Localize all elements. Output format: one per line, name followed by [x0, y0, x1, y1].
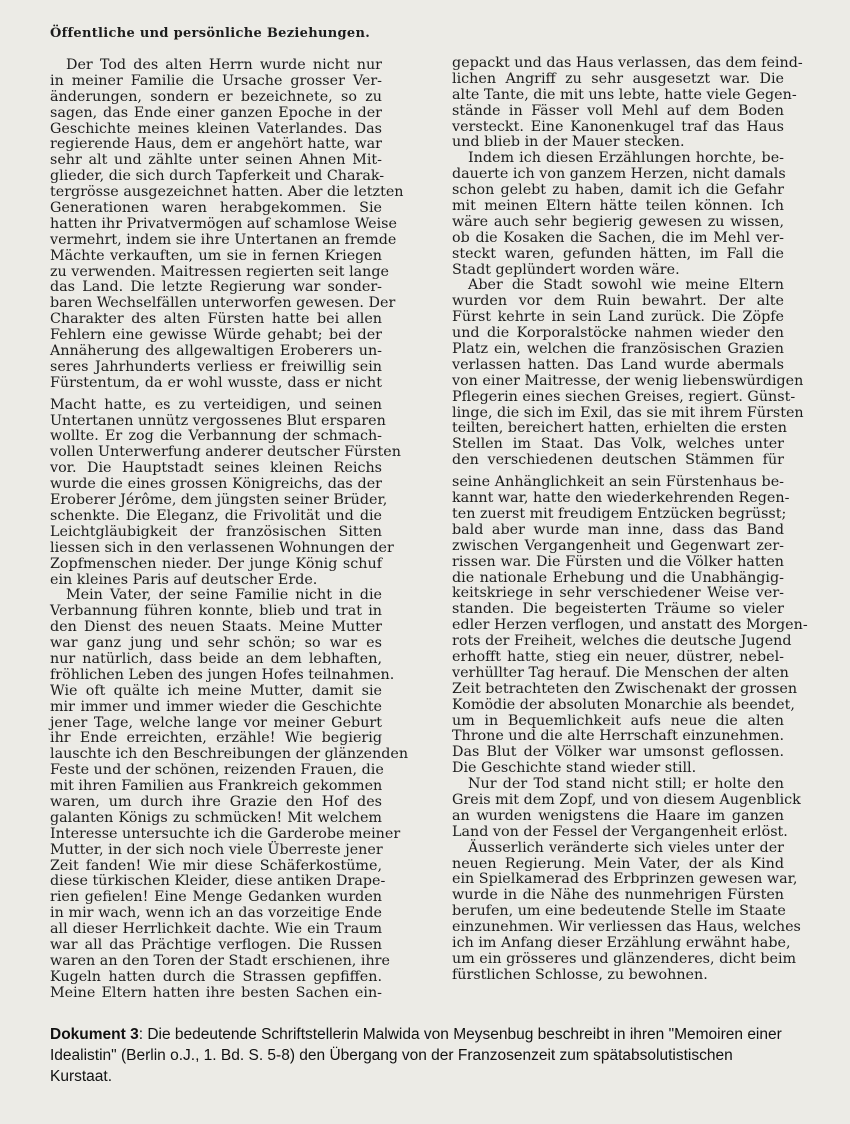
text-line: Fehlern eine gewisse Würde gehabt; bei der [50, 327, 382, 344]
text-line: das Land. Die letzte Regierung war sonder- [50, 279, 382, 296]
text-line: bald aber wurde man inne, dass das Band [452, 521, 784, 538]
text-line: Wie oft quälte ich meine Mutter, damit sie [50, 682, 382, 699]
text-line: baren Wechselfällen unterworfen gewesen. Der [50, 295, 396, 312]
text-line: sagen, das Ende einer ganzen Epoche in der [50, 104, 382, 121]
text-line: den verschiedenen deutschen Stämmen für [452, 452, 784, 469]
text-line: kannt war, hatte den wiederkehrenden Regen- [452, 490, 790, 507]
text-line: lichen Angriff zu sehr ausgesetzt war. Die [452, 70, 784, 87]
text-line: sehr alt und zählte unter seinen Ahnen Mit- [50, 152, 382, 169]
text-line: hatten ihr Privatvermögen auf schamlose Weise [50, 215, 397, 232]
text-line: all dieser Herrlichkeit dachte. Wie ein Traum [50, 921, 382, 938]
text-line: seine Anhänglichkeit an sein Fürstenhaus be- [452, 474, 784, 491]
text-line: Eroberer Jérôme, dem jüngsten seiner Brüder, [50, 492, 388, 509]
text-line: Charakter des alten Fürsten hatte bei allen [50, 311, 382, 328]
text-line: vollen Unterwerfung anderer deutscher Fürsten [50, 444, 401, 461]
text-line: tergrösse ausgezeichnet hatten. Aber die letzten [50, 184, 404, 201]
text-line: zu verwenden. Maitressen regierten seit lange [50, 263, 389, 280]
text-line: in meiner Familie die Ursache grosser Ver- [50, 72, 382, 89]
text-line: wurde die eines grossen Königreichs, das der [50, 476, 382, 493]
text-line: wäre auch sehr begierig gewesen zu wissen, [452, 213, 784, 230]
text-line: einzunehmen. Wir verliessen das Haus, welches [452, 919, 801, 936]
text-line: Stadt geplündert worden wäre. [452, 261, 680, 278]
text-line: Mächte verkauften, um sie in fernen Kriegen [50, 247, 382, 264]
text-line: verlassen hatten. Das Land wurde abermals [452, 356, 784, 373]
text-line: Geschichte meines kleinen Vaterlandes. Das [50, 120, 382, 137]
text-line: mir immer und immer wieder die Geschichte [50, 698, 382, 715]
text-line: Aber die Stadt sowohl wie meine Eltern [468, 277, 784, 294]
text-line: Leichtgläubigkeit der französischen Sitten [50, 523, 382, 540]
text-line: Fürst kehrte in sein Land zurück. Die Zöpfe [452, 309, 784, 326]
text-line: galanten Königs zu schmücken! Mit welchem [50, 809, 382, 826]
text-line: Mutter, in der sich noch viele Überreste jener [50, 841, 383, 858]
text-line: diese türkischen Kleider, diese antiken Drape- [50, 873, 386, 890]
text-line: versteckt. Eine Kanonenkugel traf das Haus [452, 118, 784, 135]
text-line: mit meinen Eltern hätte teilen können. Ich [452, 198, 784, 215]
text-line: schon gelebt zu haben, damit ich die Gefahr [452, 182, 784, 199]
text-line: änderungen, sondern er bezeichnete, so zu [50, 88, 382, 105]
text-line: Der Tod des alten Herrn wurde nicht nur [66, 57, 382, 73]
text-line: rissen war. Die Fürsten und die Völker hatten [452, 553, 784, 570]
text-line: Generationen waren herabgekommen. Sie [50, 200, 382, 217]
caption-text: : Die bedeutende Schriftstellerin Malwida von Meysenbug beschreibt in ihren "Memoiren einer Idealistin" (Berlin o.J., 1. Bd. S. 5-8) den Übergang von der Franzosenzeit zum spätabsolutistischen Kurstaat. [50, 1026, 782, 1085]
text-line: und die Korporalstöcke nahmen wieder den [452, 325, 784, 342]
text-line: verhüllter Tag herauf. Die Menschen der alten [452, 664, 789, 681]
text-line: wurden vor dem Ruin bewahrt. Der alte [452, 293, 784, 310]
text-line: zwischen Vergangenheit und Gegenwart zer- [452, 537, 784, 554]
caption-document-label: Dokument 3 [50, 1026, 139, 1043]
text-line: neuen Regierung. Mein Vater, der als Kind [452, 855, 784, 872]
text-line: erhofft hatte, stieg ein neuer, düstrer, nebel- [452, 648, 784, 665]
text-line: Annäherung des allgewaltigen Eroberers un- [50, 343, 382, 360]
text-line: ein Spielkamerad des Erbprinzen gewesen war, [452, 871, 798, 888]
text-line: Mein Vater, der seine Familie nicht in die [66, 587, 382, 604]
text-line: die nationale Erhebung und die Unabhängig- [452, 569, 784, 586]
text-line: lauschte ich den Beschreibungen der glänzenden [50, 746, 409, 763]
page-heading: Öffentliche und persönliche Beziehungen. [50, 26, 371, 41]
text-line: Macht hatte, es zu verteidigen, und seinen [50, 396, 382, 413]
text-line: und blieb in der Mauer stecken. [452, 134, 685, 151]
text-line: Stellen im Staat. Das Volk, welches unter [452, 436, 784, 453]
text-line: seres Jahrhunderts verliess er freiwillig sein [50, 358, 382, 375]
text-line: nur natürlich, dass beide an dem lebhaften, [50, 650, 382, 667]
text-line: Kugeln hatten durch die Strassen gepfiffen. [50, 968, 382, 985]
text-line: in mir wach, wenn ich an das vorzeitige Ende [50, 905, 382, 922]
text-line: von einer Maitresse, der wenig liebenswürdigen [452, 372, 804, 389]
text-line: ihr Ende erreichten, erzähle! Wie begierig [50, 730, 382, 747]
text-line: Zeit betrachteten den Zwischenakt der grossen [452, 680, 798, 697]
text-line: standen. Die begeisterten Träume so vieler [452, 601, 784, 618]
text-line: waren, um durch ihre Grazie den Hof des [50, 793, 382, 810]
text-line: Nur der Tod stand nicht still; er holte den [468, 776, 784, 793]
text-line: ten zuerst mit freudigem Entzücken begrüsst; [452, 505, 787, 522]
text-line: berufen, um eine bedeutende Stelle im Staate [452, 903, 786, 920]
text-line: jener Tage, welche lange vor meiner Geburt [50, 714, 382, 731]
text-line: keitskriege in sehr verschiedener Weise ver- [452, 585, 784, 602]
text-line: ein kleines Paris auf deutscher Erde. [50, 571, 318, 588]
text-line: Interesse untersuchte ich die Garderobe meiner [50, 825, 401, 842]
text-line: Land von der Fessel der Vergangenheit erlöst. [452, 823, 788, 840]
text-line: edler Herzen verflogen, und anstatt des Morgen- [452, 617, 808, 634]
text-line: rien gefielen! Eine Menge Gedanken wurden [50, 889, 382, 906]
text-line: Verbannung führen konnte, blieb und trat in [50, 603, 382, 620]
text-line: um in Bequemlichkeit aufs neue die alten [452, 712, 784, 729]
text-line: steckt waren, gefunden hätten, im Fall die [452, 245, 784, 262]
text-line: Zeit fanden! Wie mir diese Schäferkostüme, [50, 857, 382, 874]
text-line: Fürstentum, da er wohl wusste, dass er nicht [50, 374, 382, 391]
text-line: ob die Kosaken die Sachen, die im Mehl ver- [452, 229, 784, 246]
text-line: war ganz jung und sehr schön; so war es [50, 635, 382, 652]
text-line: rots der Freiheit, welches die deutsche Jugend [452, 633, 792, 650]
document-caption [50, 1024, 790, 1087]
text-line: Zopfmenschen nieder. Der junge König schuf [50, 555, 382, 572]
text-line: fröhlichen Leben des jungen Hofes teilnahmen. [50, 666, 395, 683]
text-line: fürstlichen Schlosse, zu bewohnen. [452, 966, 708, 983]
text-line: Äusserlich veränderte sich vieles unter der [468, 839, 784, 856]
left-text-column [50, 57, 409, 1002]
text-line: teilten, bereichert hatten, erhielten die ersten [452, 420, 787, 437]
text-line: alte Tante, die mit uns lebte, hatte viele Gegen- [452, 86, 797, 103]
text-line: waren an den Toren der Stadt erschienen, ihre [50, 952, 390, 969]
text-line: schenkte. Die Eleganz, die Frivolität und die [50, 507, 382, 524]
text-line: mit ihren Familien aus Frankreich gekommen [50, 778, 383, 795]
text-line: ich im Anfang dieser Erzählung erwähnt habe, [452, 934, 791, 951]
text-line: an wurden wenigstens die Haare im ganzen [452, 807, 784, 824]
text-line: linge, die sich im Exil, das sie mit ihrem Fürsten [452, 404, 804, 421]
text-line: regierende Haus, dem er angehört hatte, war [50, 136, 382, 153]
text-line: wurde in die Nähe des nunmehrigen Fürsten [452, 887, 784, 904]
text-line: Meine Eltern hatten ihre besten Sachen ein- [50, 984, 382, 1001]
text-line: Komödie der absoluten Monarchie als beendet, [452, 696, 795, 713]
text-line: Indem ich diesen Erzählungen horchte, be- [468, 150, 784, 167]
text-line: dauerte ich von ganzem Herzen, nicht damals [452, 166, 786, 183]
text-line: gepackt und das Haus verlassen, das dem feind- [452, 55, 803, 71]
text-line: Feste und der schönen, reizenden Frauen, die [50, 762, 384, 779]
text-line: den Dienst des neuen Staats. Meine Mutter [50, 619, 382, 636]
text-line: wollte. Er zog die Verbannung der schmach- [50, 428, 382, 445]
text-line: liessen sich in den verlassenen Wohnungen der [50, 539, 394, 556]
right-text-column [452, 55, 808, 984]
text-line: Die Geschichte stand wieder still. [452, 760, 697, 777]
text-line: vermehrt, indem sie ihre Untertanen an fremde [50, 231, 397, 248]
text-line: Untertanen unnütz vergossenes Blut ersparen [50, 412, 386, 429]
text-line: vor. Die Hauptstadt seines kleinen Reichs [50, 460, 382, 477]
text-line: Das Blut der Völker war umsonst geflossen. [452, 744, 784, 761]
text-line: Throne und die alte Herrschaft einzunehmen. [452, 728, 784, 745]
text-line: um ein grösseres und glänzenderes, dicht beim [452, 950, 797, 967]
text-line: Pflegerin eines siechen Greises, regiert. Günst- [452, 388, 796, 405]
text-line: Greis mit dem Zopf, und von diesem Augenblick [452, 791, 801, 808]
text-line: stände in Fässer voll Mehl auf dem Boden [452, 102, 784, 119]
text-line: Platz ein, welchen die französischen Grazien [452, 341, 784, 358]
text-line: glieder, die sich durch Tapferkeit und Charak- [50, 168, 385, 185]
text-line: war all das Prächtige verflogen. Die Russen [50, 936, 382, 953]
